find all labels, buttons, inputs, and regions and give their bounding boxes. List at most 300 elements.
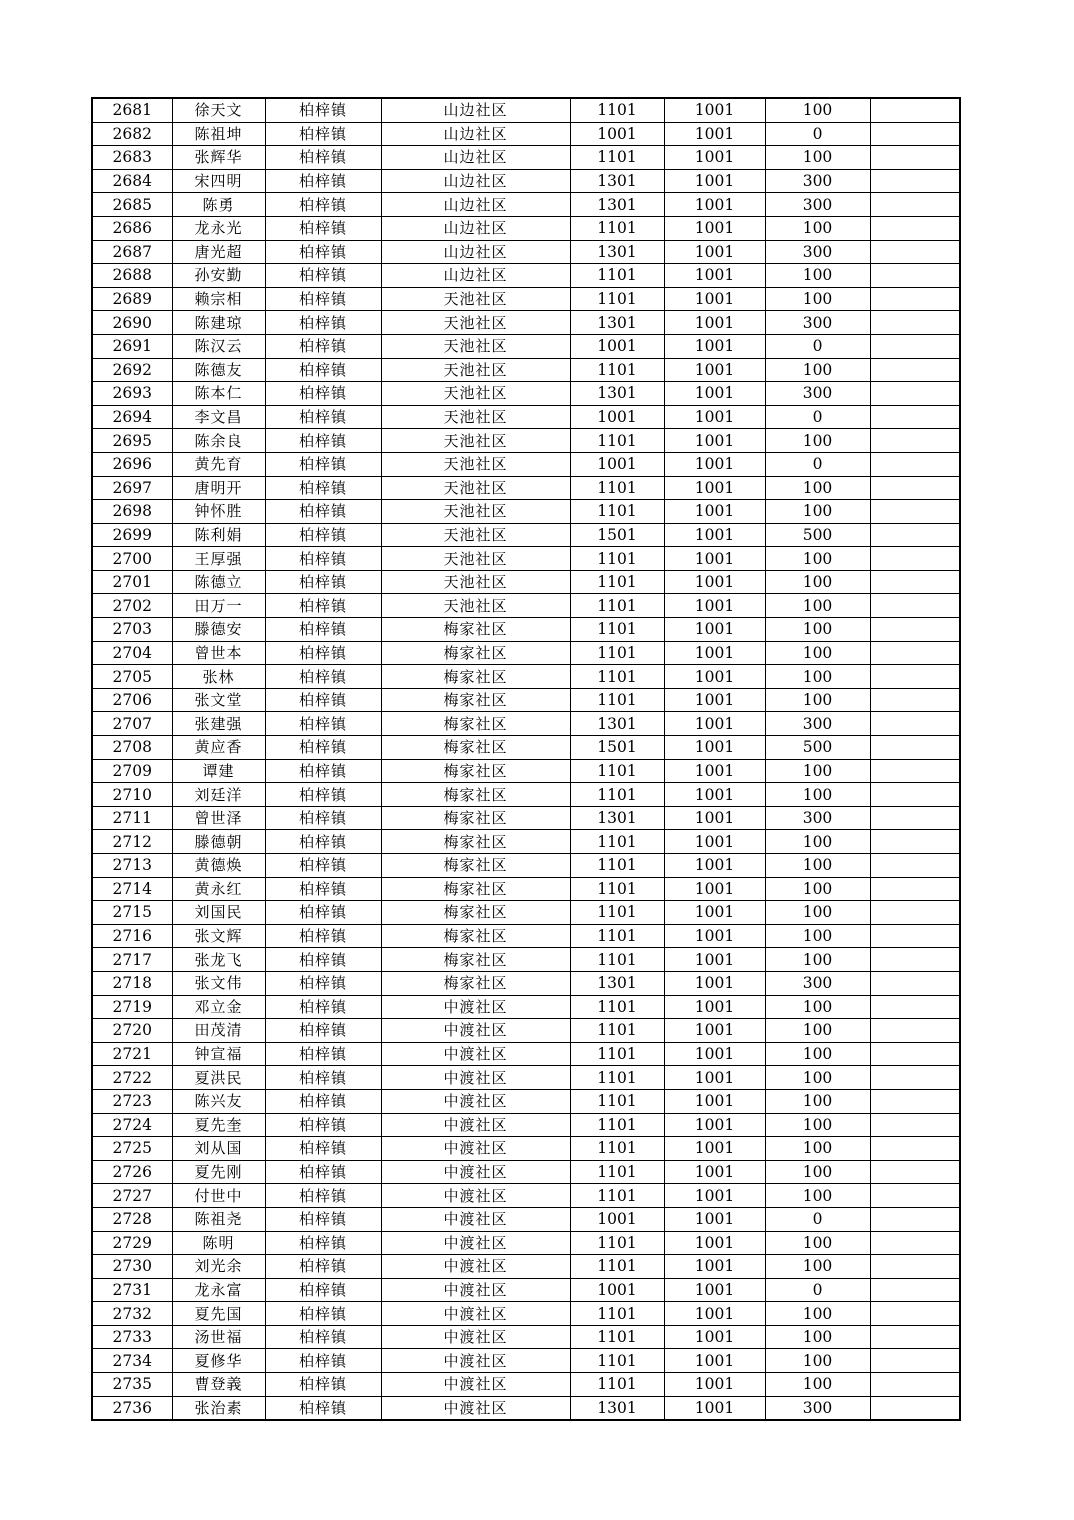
person-name-cell: 龙永富 (172, 1278, 265, 1302)
town-name-cell: 柏梓镇 (265, 1302, 381, 1326)
town-name-cell: 柏梓镇 (265, 311, 381, 335)
remark-cell (870, 641, 960, 665)
row-number-cell: 2736 (92, 1396, 172, 1420)
person-name-cell: 王厚强 (172, 547, 265, 571)
code-b-cell: 1001 (664, 901, 765, 925)
town-name-cell: 柏梓镇 (265, 1113, 381, 1137)
community-name-cell: 中渡社区 (381, 1278, 570, 1302)
community-name-cell: 山边社区 (381, 169, 570, 193)
person-name-cell: 徐天文 (172, 98, 265, 122)
community-name-cell: 梅家社区 (381, 877, 570, 901)
row-number-cell: 2695 (92, 429, 172, 453)
amount-cell: 500 (765, 523, 870, 547)
person-name-cell: 赖宗相 (172, 287, 265, 311)
code-a-cell: 1101 (570, 476, 664, 500)
remark-cell (870, 688, 960, 712)
amount-cell: 100 (765, 995, 870, 1019)
code-a-cell: 1001 (570, 334, 664, 358)
row-number-cell: 2715 (92, 901, 172, 925)
community-name-cell: 天池社区 (381, 452, 570, 476)
table-row (92, 877, 960, 901)
code-b-cell: 1001 (664, 334, 765, 358)
row-number-cell: 2726 (92, 1160, 172, 1184)
town-name-cell: 柏梓镇 (265, 1278, 381, 1302)
code-a-cell: 1101 (570, 264, 664, 288)
row-number-cell: 2724 (92, 1113, 172, 1137)
person-name-cell: 刘光余 (172, 1255, 265, 1279)
amount-cell: 100 (765, 1349, 870, 1373)
community-name-cell: 梅家社区 (381, 924, 570, 948)
code-b-cell: 1001 (664, 311, 765, 335)
town-name-cell: 柏梓镇 (265, 971, 381, 995)
row-number-cell: 2681 (92, 98, 172, 122)
table-row (92, 948, 960, 972)
community-name-cell: 梅家社区 (381, 641, 570, 665)
table-row (92, 1302, 960, 1326)
table-row (92, 1207, 960, 1231)
amount-cell: 100 (765, 476, 870, 500)
town-name-cell: 柏梓镇 (265, 1066, 381, 1090)
amount-cell: 100 (765, 1019, 870, 1043)
town-name-cell: 柏梓镇 (265, 618, 381, 642)
table-row (92, 1325, 960, 1349)
community-name-cell: 梅家社区 (381, 736, 570, 760)
remark-cell (870, 452, 960, 476)
person-name-cell: 陈祖坤 (172, 122, 265, 146)
code-b-cell: 1001 (664, 854, 765, 878)
code-b-cell: 1001 (664, 1207, 765, 1231)
code-a-cell: 1301 (570, 712, 664, 736)
town-name-cell: 柏梓镇 (265, 1184, 381, 1208)
community-name-cell: 中渡社区 (381, 1396, 570, 1420)
table-row (92, 901, 960, 925)
community-name-cell: 中渡社区 (381, 1137, 570, 1161)
amount-cell: 300 (765, 712, 870, 736)
table-row (92, 500, 960, 524)
amount-cell: 300 (765, 193, 870, 217)
row-number-cell: 2686 (92, 216, 172, 240)
table-row (92, 452, 960, 476)
community-name-cell: 天池社区 (381, 287, 570, 311)
code-a-cell: 1101 (570, 570, 664, 594)
code-a-cell: 1101 (570, 287, 664, 311)
person-name-cell: 张文辉 (172, 924, 265, 948)
row-number-cell: 2692 (92, 358, 172, 382)
community-name-cell: 山边社区 (381, 98, 570, 122)
amount-cell: 100 (765, 1255, 870, 1279)
code-a-cell: 1101 (570, 759, 664, 783)
code-a-cell: 1001 (570, 452, 664, 476)
code-b-cell: 1001 (664, 98, 765, 122)
town-name-cell: 柏梓镇 (265, 405, 381, 429)
community-name-cell: 天池社区 (381, 405, 570, 429)
town-name-cell: 柏梓镇 (265, 1207, 381, 1231)
row-number-cell: 2705 (92, 665, 172, 689)
code-a-cell: 1501 (570, 736, 664, 760)
amount-cell: 100 (765, 688, 870, 712)
town-name-cell: 柏梓镇 (265, 98, 381, 122)
code-a-cell: 1101 (570, 901, 664, 925)
row-number-cell: 2713 (92, 854, 172, 878)
row-number-cell: 2688 (92, 264, 172, 288)
community-name-cell: 梅家社区 (381, 618, 570, 642)
person-name-cell: 田万一 (172, 594, 265, 618)
row-number-cell: 2719 (92, 995, 172, 1019)
town-name-cell: 柏梓镇 (265, 712, 381, 736)
table-row (92, 1396, 960, 1420)
table-row (92, 830, 960, 854)
amount-cell: 100 (765, 570, 870, 594)
row-number-cell: 2682 (92, 122, 172, 146)
table-row (92, 1019, 960, 1043)
town-name-cell: 柏梓镇 (265, 382, 381, 406)
remark-cell (870, 830, 960, 854)
remark-cell (870, 1042, 960, 1066)
code-b-cell: 1001 (664, 1089, 765, 1113)
code-b-cell: 1001 (664, 688, 765, 712)
amount-cell: 100 (765, 901, 870, 925)
person-name-cell: 夏先奎 (172, 1113, 265, 1137)
code-a-cell: 1101 (570, 429, 664, 453)
amount-cell: 100 (765, 547, 870, 571)
town-name-cell: 柏梓镇 (265, 500, 381, 524)
remark-cell (870, 570, 960, 594)
code-b-cell: 1001 (664, 877, 765, 901)
table-row (92, 476, 960, 500)
town-name-cell: 柏梓镇 (265, 1325, 381, 1349)
code-a-cell: 1101 (570, 1302, 664, 1326)
town-name-cell: 柏梓镇 (265, 264, 381, 288)
row-number-cell: 2734 (92, 1349, 172, 1373)
town-name-cell: 柏梓镇 (265, 216, 381, 240)
remark-cell (870, 547, 960, 571)
person-name-cell: 唐明开 (172, 476, 265, 500)
table-row (92, 806, 960, 830)
community-name-cell: 中渡社区 (381, 1089, 570, 1113)
row-number-cell: 2698 (92, 500, 172, 524)
code-b-cell: 1001 (664, 169, 765, 193)
community-name-cell: 山边社区 (381, 122, 570, 146)
community-name-cell: 天池社区 (381, 523, 570, 547)
town-name-cell: 柏梓镇 (265, 877, 381, 901)
town-name-cell: 柏梓镇 (265, 523, 381, 547)
remark-cell (870, 500, 960, 524)
person-name-cell: 滕德朝 (172, 830, 265, 854)
table-row (92, 995, 960, 1019)
row-number-cell: 2694 (92, 405, 172, 429)
row-number-cell: 2699 (92, 523, 172, 547)
table-row (92, 759, 960, 783)
person-name-cell: 张辉华 (172, 146, 265, 170)
person-name-cell: 陈余良 (172, 429, 265, 453)
amount-cell: 0 (765, 122, 870, 146)
person-name-cell: 黄先育 (172, 452, 265, 476)
community-name-cell: 梅家社区 (381, 665, 570, 689)
code-b-cell: 1001 (664, 924, 765, 948)
town-name-cell: 柏梓镇 (265, 240, 381, 264)
remark-cell (870, 334, 960, 358)
person-name-cell: 钟怀胜 (172, 500, 265, 524)
row-number-cell: 2704 (92, 641, 172, 665)
person-name-cell: 钟宣福 (172, 1042, 265, 1066)
remark-cell (870, 924, 960, 948)
person-name-cell: 刘廷洋 (172, 783, 265, 807)
row-number-cell: 2711 (92, 806, 172, 830)
person-name-cell: 陈勇 (172, 193, 265, 217)
town-name-cell: 柏梓镇 (265, 334, 381, 358)
code-a-cell: 1101 (570, 1066, 664, 1090)
remark-cell (870, 193, 960, 217)
town-name-cell: 柏梓镇 (265, 452, 381, 476)
community-name-cell: 梅家社区 (381, 712, 570, 736)
code-a-cell: 1101 (570, 688, 664, 712)
code-b-cell: 1001 (664, 1042, 765, 1066)
table-row (92, 618, 960, 642)
code-b-cell: 1001 (664, 547, 765, 571)
community-name-cell: 梅家社区 (381, 783, 570, 807)
code-b-cell: 1001 (664, 1137, 765, 1161)
person-name-cell: 龙永光 (172, 216, 265, 240)
amount-cell: 100 (765, 830, 870, 854)
community-name-cell: 天池社区 (381, 476, 570, 500)
town-name-cell: 柏梓镇 (265, 830, 381, 854)
row-number-cell: 2690 (92, 311, 172, 335)
remark-cell (870, 1302, 960, 1326)
remark-cell (870, 995, 960, 1019)
amount-cell: 300 (765, 806, 870, 830)
code-b-cell: 1001 (664, 1325, 765, 1349)
community-name-cell: 梅家社区 (381, 971, 570, 995)
table-row (92, 216, 960, 240)
code-b-cell: 1001 (664, 736, 765, 760)
code-a-cell: 1301 (570, 169, 664, 193)
row-number-cell: 2718 (92, 971, 172, 995)
remark-cell (870, 1396, 960, 1420)
remark-cell (870, 169, 960, 193)
row-number-cell: 2683 (92, 146, 172, 170)
code-a-cell: 1001 (570, 122, 664, 146)
remark-cell (870, 382, 960, 406)
person-name-cell: 付世中 (172, 1184, 265, 1208)
person-name-cell: 宋四明 (172, 169, 265, 193)
remark-cell (870, 1373, 960, 1397)
town-name-cell: 柏梓镇 (265, 854, 381, 878)
code-a-cell: 1101 (570, 98, 664, 122)
town-name-cell: 柏梓镇 (265, 193, 381, 217)
code-b-cell: 1001 (664, 1160, 765, 1184)
person-name-cell: 曾世本 (172, 641, 265, 665)
person-name-cell: 李文昌 (172, 405, 265, 429)
amount-cell: 0 (765, 452, 870, 476)
row-number-cell: 2701 (92, 570, 172, 594)
code-a-cell: 1101 (570, 618, 664, 642)
community-name-cell: 中渡社区 (381, 1255, 570, 1279)
table-row (92, 122, 960, 146)
table-row (92, 854, 960, 878)
code-a-cell: 1301 (570, 311, 664, 335)
code-a-cell: 1001 (570, 1207, 664, 1231)
code-a-cell: 1101 (570, 358, 664, 382)
amount-cell: 100 (765, 641, 870, 665)
table-row (92, 570, 960, 594)
person-name-cell: 张治素 (172, 1396, 265, 1420)
community-name-cell: 天池社区 (381, 500, 570, 524)
remark-cell (870, 240, 960, 264)
code-b-cell: 1001 (664, 1019, 765, 1043)
table-row (92, 1113, 960, 1137)
row-number-cell: 2712 (92, 830, 172, 854)
amount-cell: 100 (765, 1042, 870, 1066)
code-a-cell: 1101 (570, 948, 664, 972)
amount-cell: 100 (765, 98, 870, 122)
amount-cell: 100 (765, 665, 870, 689)
community-name-cell: 梅家社区 (381, 948, 570, 972)
code-b-cell: 1001 (664, 759, 765, 783)
community-name-cell: 天池社区 (381, 358, 570, 382)
town-name-cell: 柏梓镇 (265, 995, 381, 1019)
remark-cell (870, 476, 960, 500)
code-b-cell: 1001 (664, 806, 765, 830)
table-row (92, 382, 960, 406)
code-a-cell: 1101 (570, 1089, 664, 1113)
town-name-cell: 柏梓镇 (265, 759, 381, 783)
person-name-cell: 陈建琼 (172, 311, 265, 335)
row-number-cell: 2729 (92, 1231, 172, 1255)
person-name-cell: 陈兴友 (172, 1089, 265, 1113)
code-a-cell: 1101 (570, 500, 664, 524)
community-name-cell: 天池社区 (381, 570, 570, 594)
community-name-cell: 梅家社区 (381, 901, 570, 925)
code-b-cell: 1001 (664, 287, 765, 311)
amount-cell: 100 (765, 877, 870, 901)
table-row (92, 311, 960, 335)
remark-cell (870, 146, 960, 170)
remark-cell (870, 1207, 960, 1231)
amount-cell: 100 (765, 1231, 870, 1255)
row-number-cell: 2696 (92, 452, 172, 476)
community-name-cell: 梅家社区 (381, 688, 570, 712)
row-number-cell: 2728 (92, 1207, 172, 1231)
row-number-cell: 2714 (92, 877, 172, 901)
code-a-cell: 1101 (570, 641, 664, 665)
row-number-cell: 2723 (92, 1089, 172, 1113)
community-name-cell: 中渡社区 (381, 1231, 570, 1255)
table-row (92, 358, 960, 382)
code-a-cell: 1101 (570, 1255, 664, 1279)
remark-cell (870, 783, 960, 807)
code-a-cell: 1101 (570, 1019, 664, 1043)
community-name-cell: 天池社区 (381, 547, 570, 571)
table-row (92, 1066, 960, 1090)
code-a-cell: 1101 (570, 783, 664, 807)
community-name-cell: 中渡社区 (381, 1113, 570, 1137)
town-name-cell: 柏梓镇 (265, 287, 381, 311)
amount-cell: 100 (765, 854, 870, 878)
person-name-cell: 陈德友 (172, 358, 265, 382)
table-row (92, 1089, 960, 1113)
community-name-cell: 中渡社区 (381, 1042, 570, 1066)
code-a-cell: 1301 (570, 240, 664, 264)
amount-cell: 100 (765, 783, 870, 807)
remark-cell (870, 877, 960, 901)
table-row (92, 688, 960, 712)
remark-cell (870, 854, 960, 878)
town-name-cell: 柏梓镇 (265, 783, 381, 807)
community-name-cell: 天池社区 (381, 429, 570, 453)
amount-cell: 100 (765, 1066, 870, 1090)
code-a-cell: 1301 (570, 193, 664, 217)
town-name-cell: 柏梓镇 (265, 1089, 381, 1113)
row-number-cell: 2733 (92, 1325, 172, 1349)
table-row (92, 547, 960, 571)
person-name-cell: 张文堂 (172, 688, 265, 712)
person-name-cell: 滕德安 (172, 618, 265, 642)
remark-cell (870, 98, 960, 122)
amount-cell: 100 (765, 1089, 870, 1113)
amount-cell: 100 (765, 1325, 870, 1349)
person-name-cell: 黄永红 (172, 877, 265, 901)
amount-cell: 100 (765, 358, 870, 382)
town-name-cell: 柏梓镇 (265, 924, 381, 948)
row-number-cell: 2732 (92, 1302, 172, 1326)
amount-cell: 100 (765, 948, 870, 972)
community-name-cell: 天池社区 (381, 311, 570, 335)
row-number-cell: 2685 (92, 193, 172, 217)
remark-cell (870, 429, 960, 453)
code-a-cell: 1001 (570, 405, 664, 429)
community-name-cell: 山边社区 (381, 216, 570, 240)
remark-cell (870, 1066, 960, 1090)
remark-cell (870, 901, 960, 925)
row-number-cell: 2717 (92, 948, 172, 972)
table-row (92, 1278, 960, 1302)
code-a-cell: 1101 (570, 216, 664, 240)
code-a-cell: 1101 (570, 1113, 664, 1137)
community-name-cell: 山边社区 (381, 193, 570, 217)
community-name-cell: 中渡社区 (381, 995, 570, 1019)
table-row (92, 736, 960, 760)
remark-cell (870, 1089, 960, 1113)
code-b-cell: 1001 (664, 995, 765, 1019)
town-name-cell: 柏梓镇 (265, 1373, 381, 1397)
amount-cell: 300 (765, 382, 870, 406)
person-name-cell: 张林 (172, 665, 265, 689)
code-b-cell: 1001 (664, 405, 765, 429)
amount-cell: 100 (765, 500, 870, 524)
person-name-cell: 陈本仁 (172, 382, 265, 406)
person-name-cell: 夏先刚 (172, 1160, 265, 1184)
community-name-cell: 山边社区 (381, 264, 570, 288)
table-row (92, 712, 960, 736)
code-b-cell: 1001 (664, 146, 765, 170)
row-number-cell: 2727 (92, 1184, 172, 1208)
community-name-cell: 中渡社区 (381, 1373, 570, 1397)
person-name-cell: 陈德立 (172, 570, 265, 594)
town-name-cell: 柏梓镇 (265, 1137, 381, 1161)
town-name-cell: 柏梓镇 (265, 688, 381, 712)
remark-cell (870, 759, 960, 783)
town-name-cell: 柏梓镇 (265, 570, 381, 594)
amount-cell: 100 (765, 429, 870, 453)
row-number-cell: 2709 (92, 759, 172, 783)
row-number-cell: 2702 (92, 594, 172, 618)
table-row (92, 264, 960, 288)
row-number-cell: 2730 (92, 1255, 172, 1279)
row-number-cell: 2691 (92, 334, 172, 358)
person-name-cell: 夏先国 (172, 1302, 265, 1326)
community-name-cell: 中渡社区 (381, 1349, 570, 1373)
remark-cell (870, 971, 960, 995)
